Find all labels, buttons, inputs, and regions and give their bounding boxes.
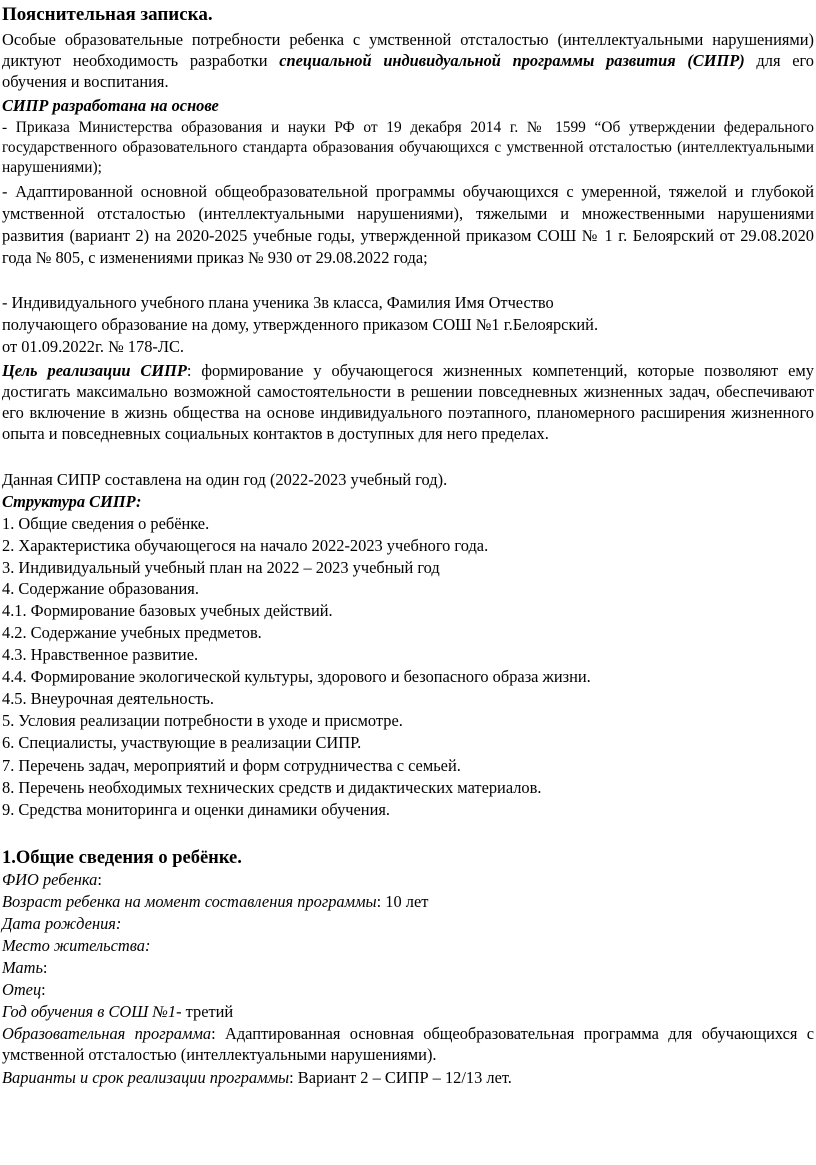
field-label: Год обучения в СОШ №1 (2, 1002, 177, 1021)
field-label: Отец (2, 980, 42, 999)
goal-paragraph (2, 360, 814, 444)
plan-line-3: от 01.09.2022г. № 178-ЛС. (2, 337, 184, 356)
field-value: : Вариант 2 – СИПР – 12/13 лет. (289, 1068, 512, 1087)
field-study-year (2, 1001, 233, 1022)
structure-heading: Структура СИПР: (2, 492, 142, 511)
field-label: Мать (2, 958, 43, 977)
field-age (2, 891, 428, 912)
structure-item: 3. Индивидуальный учебный план на 2022 – 2023 учебный год (2, 558, 440, 577)
structure-item: 2. Характеристика обучающегося на начало 2022-2023 учебного года. (2, 536, 489, 555)
field-value: : (41, 980, 46, 999)
intro-paragraph (2, 29, 814, 92)
field-program (2, 1023, 814, 1065)
field-value: : (97, 870, 102, 889)
field-value: - третий (176, 1002, 234, 1021)
field-value: : 10 лет (376, 892, 429, 911)
intro-text-end: для его обучения и воспитания. (2, 51, 814, 91)
structure-item: 7. Перечень задач, мероприятий и форм сотрудничества с семьей. (2, 756, 461, 775)
goal-label: Цель реализации СИПР (2, 361, 187, 380)
plan-line-1: - Индивидуального учебного плана ученика 3в класса, Фамилия Имя Отчество (2, 293, 554, 312)
field-label: Образовательная программа (2, 1024, 212, 1043)
field-value: : (42, 958, 48, 977)
field-fio (2, 869, 102, 890)
field-variant (2, 1067, 512, 1088)
period-text: Данная СИПР составлена на один год (2022-2023 учебный год). (2, 470, 448, 489)
section1-heading: 1.Общие сведения о ребёнке. (2, 848, 242, 868)
basis-heading: СИПР разработана на основе (2, 96, 219, 115)
structure-item: 9. Средства мониторинга и оценки динамики обучения. (2, 800, 390, 819)
structure-item: 4.2. Содержание учебных предметов. (2, 623, 262, 642)
intro-text: Особые образовательные потребности ребенка с умственной отсталостью (интеллектуальными нарушениями) диктуют необходимость разработки (2, 30, 814, 70)
intro-emphasis: специальной индивидуальной программы развития (СИПР) (279, 51, 745, 70)
document-title: Пояснительная записка. (2, 4, 213, 25)
field-label: Возраст ребенка на момент составления программы (2, 892, 377, 911)
basis-item-order: - Приказа Министерства образования и науки РФ от 19 декабря 2014 г. № 1599 “Об утверждении федерального государственного образовательного стандарта образования обучающихся с умственной отсталостью (интеллектуальными нарушениями); (2, 119, 814, 176)
field-value: : Адаптированная основная общеобразовательная программа для обучающихся с умственной отсталостью (интеллектуальными нарушениями). (2, 1024, 814, 1064)
structure-item: 4. Содержание образования. (2, 579, 199, 598)
field-label: ФИО ребенка (2, 870, 98, 889)
field-father (2, 979, 46, 1000)
basis-item-program: - Адаптированной основной общеобразовательной программы обучающихся с умеренной, тяжелой и глубокой умственной отсталостью (интеллектуальными нарушениями), тяжелыми и множественными нарушениями развития (вариант 2) на 2020-2025 учебные годы, утвержденной приказом СОШ № 1 г. Белоярский от 29.08.2020 года № 805, с изменениями приказ № 930 от 29.08.2022 года; (2, 182, 814, 267)
structure-item: 4.3. Нравственное развитие. (2, 645, 199, 664)
structure-item: 5. Условия реализации потребности в уходе и присмотре. (2, 711, 403, 730)
field-residence: Место жительства: (2, 936, 151, 955)
structure-item: 8. Перечень необходимых технических средств и дидактических материалов. (2, 778, 542, 797)
field-label: Варианты и срок реализации программы (2, 1068, 290, 1087)
structure-item: 4.4. Формирование экологической культуры, здорового и безопасного образа жизни. (2, 667, 591, 686)
structure-item: 4.5. Внеурочная деятельность. (2, 689, 214, 708)
plan-line-2: получающего образование на дому, утвержденного приказом СОШ №1 г.Белоярский. (2, 315, 599, 334)
field-mother (2, 957, 47, 978)
structure-item: 4.1. Формирование базовых учебных действий. (2, 601, 333, 620)
structure-item: 6. Специалисты, участвующие в реализации СИПР. (2, 733, 362, 752)
goal-text: : формирование у обучающегося жизненных компетенций, которые позволяют ему достигать максимально возможной самостоятельности в решении повседневных жизненных задач, обеспечивают его включение в жизнь общества на основе индивидуального поэтапного, планомерного расширения жизненного опыта и повседневных социальных контактов в доступных для него пределах. (2, 361, 814, 443)
field-birth-date: Дата рождения: (2, 914, 122, 933)
structure-item: 1. Общие сведения о ребёнке. (2, 514, 210, 533)
